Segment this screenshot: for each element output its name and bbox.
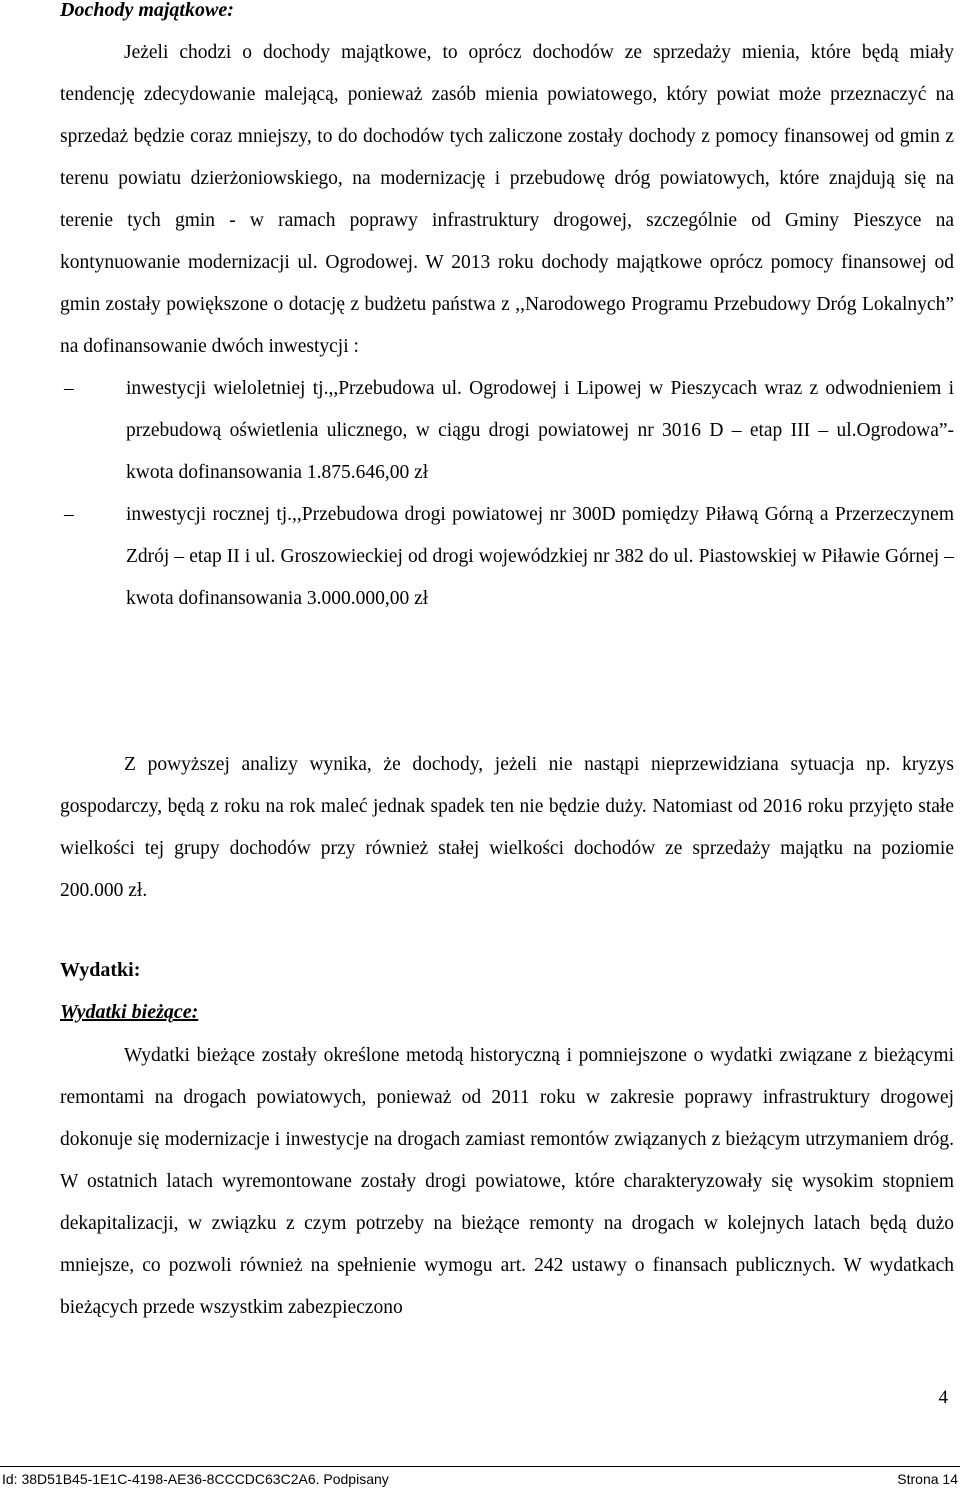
footer-page-label: Strona 14 — [897, 1471, 958, 1487]
section-heading-dochody-majatkowe: Dochody majątkowe: — [60, 0, 234, 21]
paragraph-dochody-majatkowe: Jeżeli chodzi o dochody majątkowe, to oprócz dochodów ze sprzedaży mienia, które będą miały tendencję zdecydowanie malejącą, ponieważ zasób mienia powiatowego, który powiat może przeznaczyć na sprzedaż będzie coraz mniejszy, to do dochodów tych zaliczone zostały dochody z pomocy finansowej od gmin z terenu powiatu dzierżoniowskiego, na modernizację i przebudowę dróg powiatowych, które znajdują się na terenie tych gmin - w ramach poprawy infrastruktury drogowej, szczególnie od Gminy Pieszyce na kontynuowanie modernizacji ul. Ogrodowej. W 2013 roku dochody majątkowe oprócz pomocy finansowej od gmin zostały powiększone o dotację z budżetu państwa z ,,Narodowego Programu Przebudowy Dróg Lokalnych” na dofinansowanie dwóch inwestycji : — [60, 42, 954, 357]
investment-list — [60, 368, 954, 620]
list-item-investment-2 — [60, 494, 954, 620]
dash-bullet: – — [64, 378, 74, 399]
page-number: 4 — [938, 1387, 948, 1408]
footer-document-id: Id: 38D51B45-1E1C-4198-AE36-8CCCDC63C2A6. Podpisany — [2, 1471, 389, 1487]
footer-divider — [0, 1466, 960, 1467]
list-item-text: inwestycji wieloletniej tj.,,Przebudowa ul. Ogrodowej i Lipowej w Pieszycach wraz z odwodnieniem i przebudową oświetlenia ulicznego, w ciągu drogi powiatowej nr 3016 D – etap III – ul.Ogrodowa”- kwota dofinansowania 1.875.646,00 zł — [126, 378, 954, 483]
paragraph-wydatki-biezace: Wydatki bieżące zostały określone metodą historyczną i pomniejszone o wydatki związane z bieżącymi remontami na drogach powiatowych, ponieważ od 2011 roku w zakresie poprawy infrastruktury drogowej dokonuje się modernizacje i inwestycje na drogach zamiast remontów związanych z bieżącym utrzymaniem dróg. W ostatnich latach wyremontowane zostały drogi powiatowe, które charakteryzowały się wysokim stopniem dekapitalizacji, w związku z czym potrzeby na bieżące remonty na drogach w kolejnych latach będą dużo mniejsze, co pozwoli również na spełnienie wymogu art. 242 ustawy o finansach publicznych. W wydatkach bieżących przede wszystkim zabezpieczono — [60, 1045, 954, 1318]
section-heading-wydatki: Wydatki: — [60, 959, 141, 981]
dash-bullet: – — [64, 504, 74, 525]
list-item-text: inwestycji rocznej tj.,,Przebudowa drogi powiatowej nr 300D pomiędzy Piławą Górną a Przerzeczynem Zdrój – etap II i ul. Groszowieckiej od drogi wojewódzkiej nr 382 do ul. Piastowskiej w Piławie Górnej – kwota dofinansowania 3.000.000,00 zł — [126, 504, 954, 609]
subheading-wydatki-biezace: Wydatki bieżące: — [60, 1001, 199, 1023]
list-item-investment-1 — [60, 368, 954, 494]
paragraph-conclusion: Z powyższej analizy wynika, że dochody, jeżeli nie nastąpi nieprzewidziana sytuacja np. kryzys gospodarczy, będą z roku na rok maleć jednak spadek ten nie będzie duży. Natomiast od 2016 roku przyjęto stałe wielkości tej grupy dochodów przy również stałej wielkości dochodów ze sprzedaży majątku na poziomie 200.000 zł. — [60, 754, 954, 901]
